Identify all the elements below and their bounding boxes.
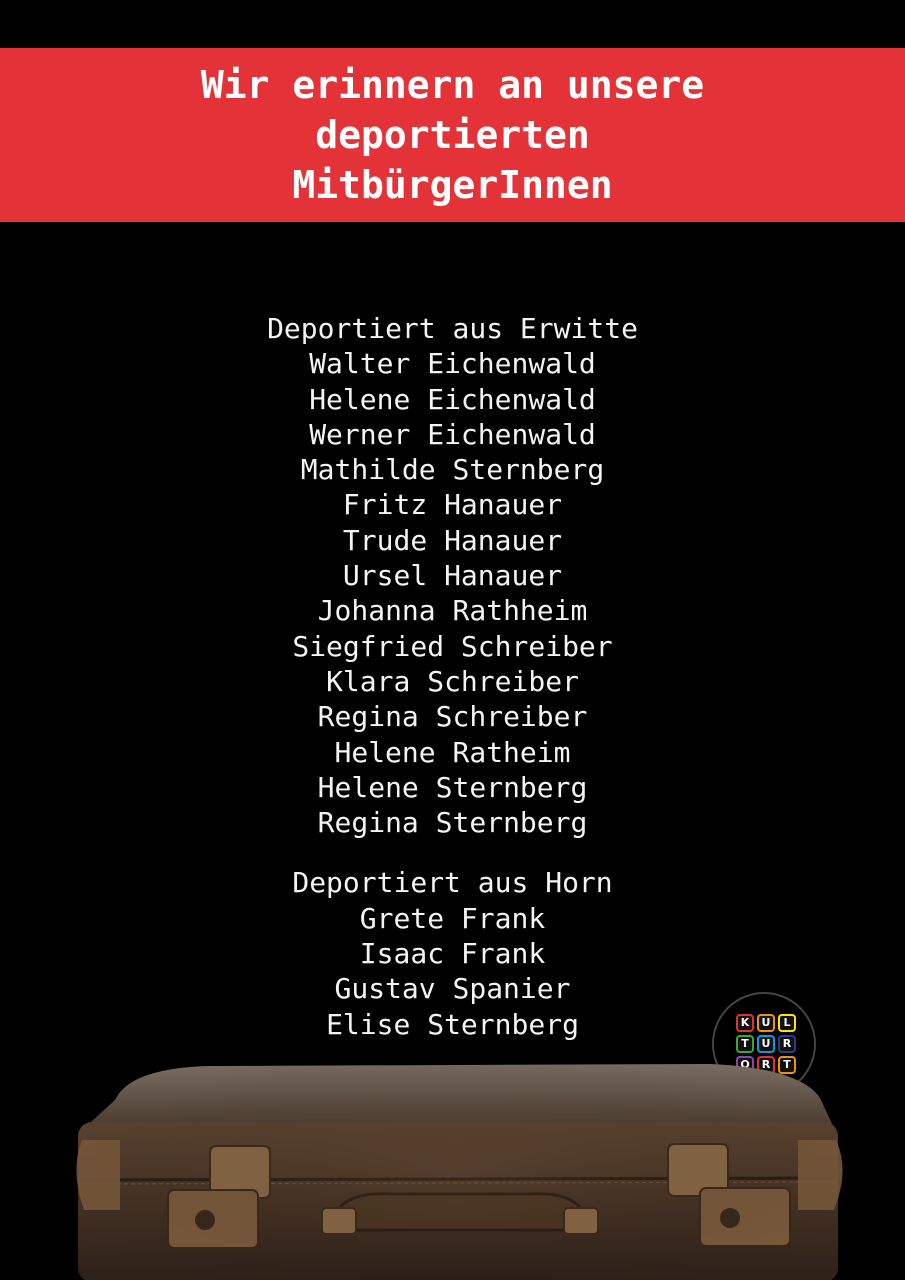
logo-tile: U [757,1035,775,1053]
logo-tile: U [757,1014,775,1032]
name-item: Mathilde Sternberg [300,453,605,487]
group-spacer [0,840,905,865]
logo-tile: T [736,1035,754,1053]
name-item: Regina Sternberg [317,806,588,840]
group-heading-horn: Deportiert aus Horn [292,866,613,900]
title-line-1: Wir erinnern an unsere [200,63,705,107]
logo-tile: L [778,1014,796,1032]
group-heading-erwitte: Deportiert aus Erwitte [267,312,638,345]
names-list [0,311,905,1042]
name-item: Helene Ratheim [334,735,571,769]
name-item: Grete Frank [359,901,546,935]
name-item: Trude Hanauer [342,523,563,557]
name-item: Elise Sternberg [326,1007,579,1041]
name-item: Isaac Frank [359,937,546,971]
name-item: Ursel Hanauer [342,559,563,593]
name-item: Walter Eichenwald [309,347,596,381]
suitcase-image [60,1060,850,1280]
logo-tile: R [778,1035,796,1053]
title-line-2: deportierten [315,113,590,157]
name-item: Werner Eichenwald [309,417,596,451]
name-item: Helene Eichenwald [309,382,596,416]
name-item: Gustav Spanier [334,972,571,1006]
name-item: Fritz Hanauer [342,488,563,522]
name-item: Siegfried Schreiber [292,629,613,663]
name-item: Johanna Rathheim [317,594,588,628]
name-item: Helene Sternberg [317,770,588,804]
title-banner [0,48,905,222]
logo-tile: K [736,1014,754,1032]
title-line-3: MitbürgerInnen [292,163,613,207]
name-item: Klara Schreiber [326,664,579,698]
name-item: Regina Schreiber [317,700,588,734]
